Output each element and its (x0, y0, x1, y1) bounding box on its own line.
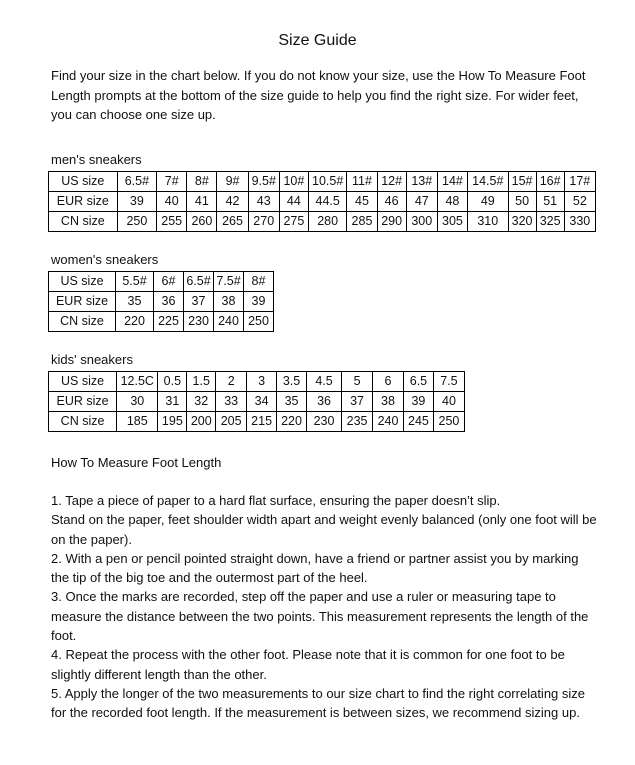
size-cell: 39 (117, 192, 157, 212)
size-cell: 7.5# (214, 272, 244, 292)
size-cell: 10# (279, 172, 308, 192)
size-cell: 325 (536, 212, 564, 232)
table-row (49, 292, 274, 312)
womens-section-label: women's sneakers (51, 252, 159, 267)
mens-section-label: men's sneakers (51, 152, 142, 167)
size-cell: 40 (433, 392, 464, 412)
row-header-cell: EUR size (49, 292, 116, 312)
kids-table-body (49, 372, 465, 432)
size-cell: 7.5 (433, 372, 464, 392)
size-cell: 280 (308, 212, 346, 232)
table-row (49, 192, 596, 212)
size-cell: 8# (187, 172, 217, 192)
size-cell: 230 (306, 412, 341, 432)
row-header-cell: US size (49, 272, 116, 292)
row-header-cell: CN size (49, 312, 116, 332)
size-cell: 37 (342, 392, 373, 412)
size-cell: 13# (406, 172, 437, 192)
size-cell: 255 (157, 212, 187, 232)
kids-size-table (48, 371, 465, 432)
size-cell: 320 (508, 212, 536, 232)
size-cell: 14# (437, 172, 467, 192)
size-cell: 300 (406, 212, 437, 232)
table-row (49, 372, 465, 392)
size-cell: 38 (214, 292, 244, 312)
size-cell: 0.5 (158, 372, 187, 392)
size-cell: 285 (347, 212, 377, 232)
size-cell: 230 (184, 312, 214, 332)
size-cell: 6# (154, 272, 184, 292)
size-cell: 34 (247, 392, 277, 412)
size-cell: 215 (247, 412, 277, 432)
size-cell: 220 (277, 412, 307, 432)
size-cell: 10.5# (308, 172, 346, 192)
womens-size-table (48, 271, 274, 332)
size-cell: 47 (406, 192, 437, 212)
howto-steps (51, 491, 599, 723)
size-cell: 15# (508, 172, 536, 192)
table-row (49, 392, 465, 412)
size-cell: 330 (564, 212, 595, 232)
size-cell: 3 (247, 372, 277, 392)
size-cell: 37 (184, 292, 214, 312)
size-cell: 240 (373, 412, 404, 432)
intro-text: Find your size in the chart below. If you do not know your size, use the How To Measure Foot Length prompts at the bottom of the size guide to help you find the right size. For wider feet, you can choose one size up. (51, 68, 586, 122)
size-cell: 45 (347, 192, 377, 212)
page-title: Size Guide (278, 32, 357, 49)
table-row (49, 172, 596, 192)
size-cell: 12.5C (117, 372, 158, 392)
size-cell: 240 (214, 312, 244, 332)
size-cell: 14.5# (468, 172, 509, 192)
size-cell: 51 (536, 192, 564, 212)
size-cell: 5 (342, 372, 373, 392)
size-cell: 39 (244, 292, 274, 312)
size-cell: 6 (373, 372, 404, 392)
table-row (49, 272, 274, 292)
size-cell: 305 (437, 212, 467, 232)
size-cell: 9# (217, 172, 248, 192)
howto-step: 3. Once the marks are recorded, step off the paper and use a ruler or measuring tape to measure the distance between the two points. This measurement represents the length of the foot. (51, 589, 589, 644)
table-row (49, 312, 274, 332)
size-cell: 250 (244, 312, 274, 332)
size-cell: 52 (564, 192, 595, 212)
howto-title: How To Measure Foot Length (51, 455, 222, 470)
size-cell: 49 (468, 192, 509, 212)
row-header-cell: US size (49, 172, 118, 192)
size-cell: 43 (248, 192, 279, 212)
size-cell: 46 (377, 192, 406, 212)
size-cell: 1.5 (187, 372, 216, 392)
size-cell: 41 (187, 192, 217, 212)
howto-step: 4. Repeat the process with the other foot. Please note that it is common for one foot to be slightly different length than the other. (51, 647, 565, 682)
size-cell: 185 (117, 412, 158, 432)
size-cell: 290 (377, 212, 406, 232)
howto-step: 2. With a pen or pencil pointed straight down, have a friend or partner assist you by marking the tip of the big toe and the outermost part of the heel. (51, 550, 579, 586)
size-cell: 265 (217, 212, 248, 232)
row-header-cell: EUR size (49, 392, 117, 412)
size-cell: 8# (244, 272, 274, 292)
size-cell: 3.5 (277, 372, 307, 392)
size-cell: 7# (157, 172, 187, 192)
size-cell: 250 (433, 412, 464, 432)
row-header-cell: US size (49, 372, 117, 392)
size-cell: 36 (306, 392, 341, 412)
size-cell: 44 (279, 192, 308, 212)
size-cell: 6.5 (403, 372, 433, 392)
size-cell: 17# (564, 172, 595, 192)
size-cell: 270 (248, 212, 279, 232)
row-header-cell: CN size (49, 212, 118, 232)
size-cell: 38 (373, 392, 404, 412)
size-cell: 32 (187, 392, 216, 412)
size-cell: 30 (117, 392, 158, 412)
size-cell: 35 (277, 392, 307, 412)
size-cell: 4.5 (306, 372, 341, 392)
size-cell: 9.5# (248, 172, 279, 192)
size-cell: 12# (377, 172, 406, 192)
size-cell: 35 (116, 292, 154, 312)
size-cell: 40 (157, 192, 187, 212)
size-cell: 220 (116, 312, 154, 332)
table-row (49, 212, 596, 232)
size-cell: 205 (216, 412, 247, 432)
table-row (49, 412, 465, 432)
size-cell: 50 (508, 192, 536, 212)
size-cell: 48 (437, 192, 467, 212)
row-header-cell: CN size (49, 412, 117, 432)
size-cell: 235 (342, 412, 373, 432)
kids-section-label: kids' sneakers (51, 352, 133, 367)
size-cell: 16# (536, 172, 564, 192)
size-cell: 6.5# (117, 172, 157, 192)
size-cell: 44.5 (308, 192, 346, 212)
size-cell: 195 (158, 412, 187, 432)
size-cell: 31 (158, 392, 187, 412)
size-cell: 5.5# (116, 272, 154, 292)
size-cell: 11# (347, 172, 377, 192)
size-cell: 200 (187, 412, 216, 432)
size-cell: 39 (403, 392, 433, 412)
size-cell: 2 (216, 372, 247, 392)
size-cell: 33 (216, 392, 247, 412)
howto-step: Stand on the paper, feet shoulder width apart and weight evenly balanced (only one foot will be on the paper). (51, 512, 597, 547)
row-header-cell: EUR size (49, 192, 118, 212)
womens-table-body (49, 272, 274, 332)
size-cell: 6.5# (184, 272, 214, 292)
size-cell: 245 (403, 412, 433, 432)
size-cell: 310 (468, 212, 509, 232)
howto-step: 1. Tape a piece of paper to a hard flat surface, ensuring the paper doesn’t slip. (51, 493, 501, 508)
size-cell: 260 (187, 212, 217, 232)
size-cell: 225 (154, 312, 184, 332)
mens-size-table (48, 171, 596, 232)
size-cell: 250 (117, 212, 157, 232)
size-cell: 36 (154, 292, 184, 312)
size-cell: 42 (217, 192, 248, 212)
size-cell: 275 (279, 212, 308, 232)
mens-table-body (49, 172, 596, 232)
howto-step: 5. Apply the longer of the two measurements to our size chart to find the right correlating size for the recorded foot length. If the measurement is between sizes, we recommend sizing up. (51, 685, 586, 721)
